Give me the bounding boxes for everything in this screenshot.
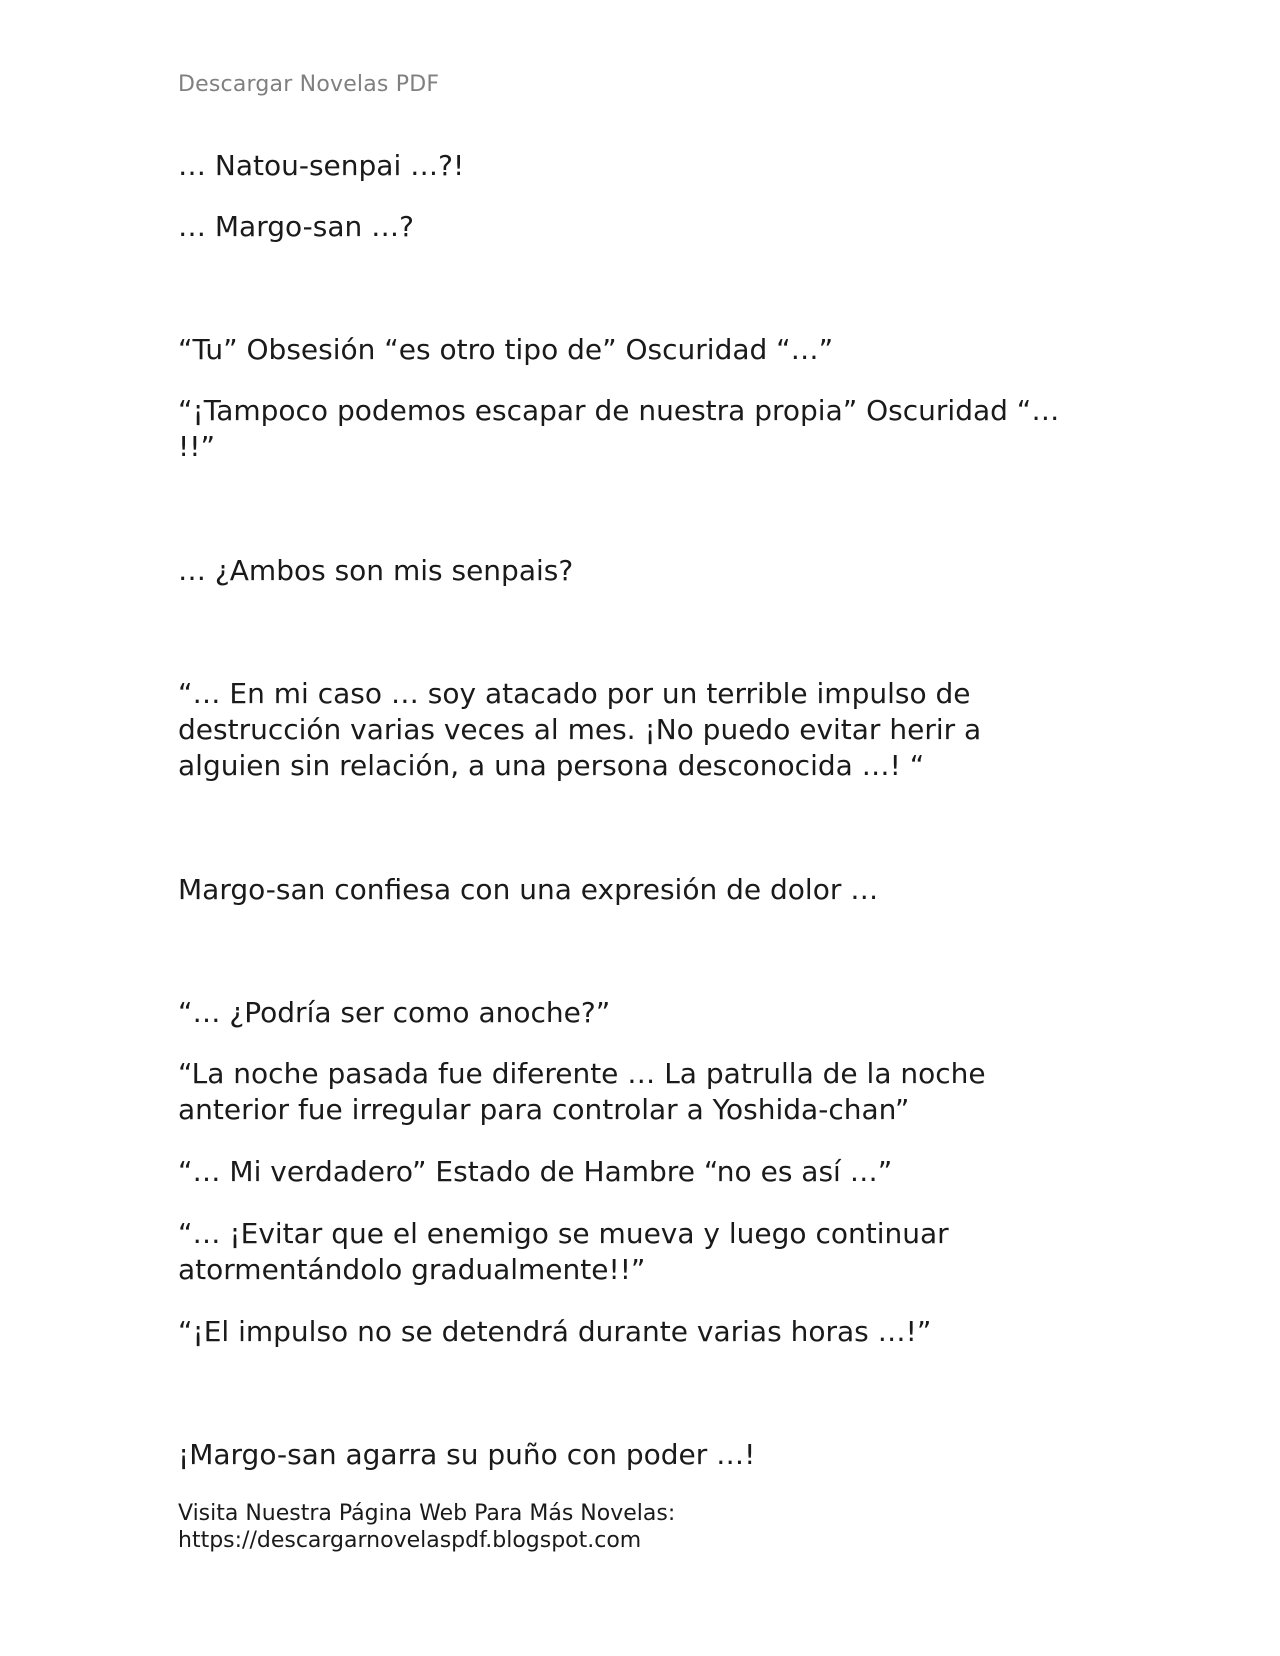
page-header: Descargar Novelas PDF (178, 72, 440, 97)
paragraph: “… En mi caso … soy atacado por un terrible impulso de destrucción varias veces al mes. ¡No puedo evitar herir a alguien sin relación, a una persona desconocida …! “ (178, 677, 982, 782)
paragraph: “… Mi verdadero” Estado de Hambre “no es así …” (178, 1155, 893, 1188)
paragraph: “… ¡Evitar que el enemigo se mueva y luego continuar atormentándolo gradualmente!!” (178, 1217, 949, 1286)
paragraph: … Margo-san …? (178, 210, 415, 243)
paragraph: “¡El impulso no se detendrá durante varias horas …!” (178, 1315, 932, 1348)
paragraph: “¡Tampoco podemos escapar de nuestra propia” Oscuridad “… !!” (178, 394, 1060, 463)
page-footer (178, 1500, 675, 1554)
paragraph: “La noche pasada fue diferente … La patrulla de la noche anterior fue irregular para controlar a Yoshida-chan” (178, 1057, 986, 1126)
paragraph: … Natou-senpai …?! (178, 149, 465, 182)
paragraph: … ¿Ambos son mis senpais? (178, 554, 574, 587)
footer-promo-text: Visita Nuestra Página Web Para Más Novelas: (178, 1501, 676, 1526)
paragraph: “Tu” Obsesión “es otro tipo de” Oscuridad “…” (178, 333, 834, 366)
paragraph: ¡Margo-san agarra su puño con poder …! (178, 1438, 756, 1471)
document-page (178, 0, 1118, 1656)
paragraph: “… ¿Podría ser como anoche?” (178, 996, 611, 1029)
paragraph: Margo-san confiesa con una expresión de dolor … (178, 873, 879, 906)
footer-link[interactable]: https://descargarnovelaspdf.blogspot.com (178, 1528, 642, 1553)
